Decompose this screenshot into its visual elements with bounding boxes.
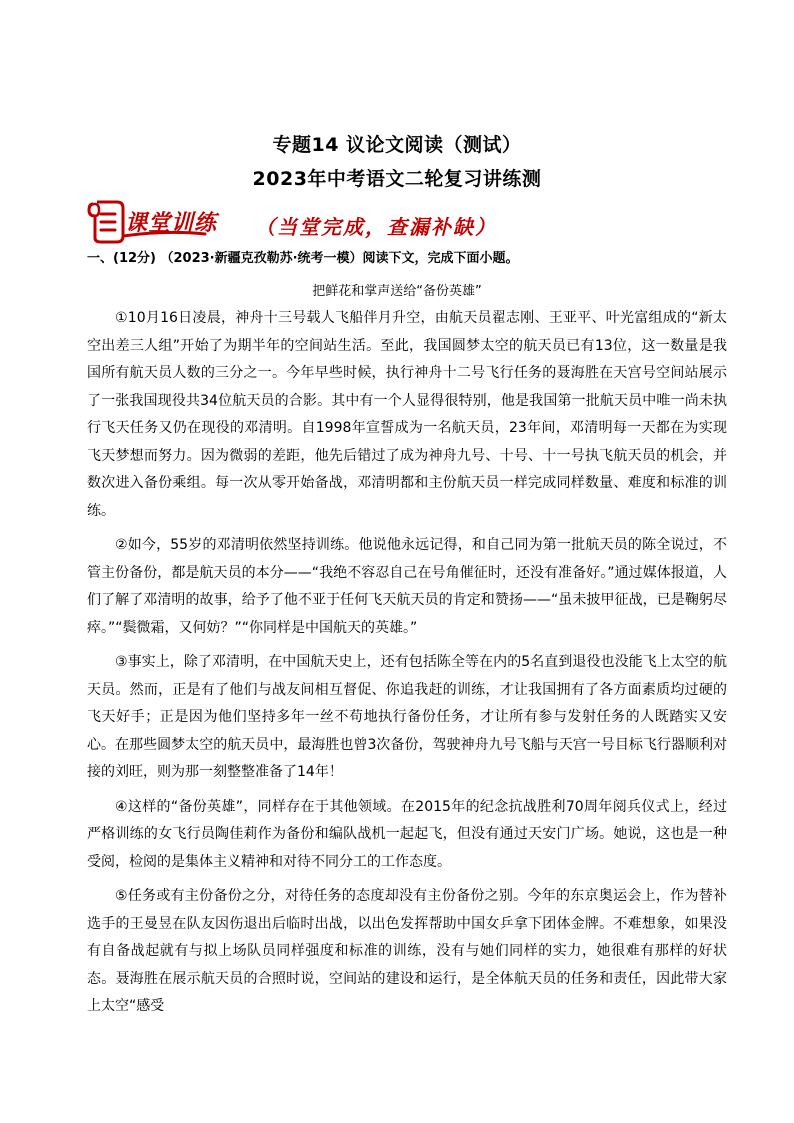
paragraph-3: ③事实上，除了邓清明，在中国航天史上，还有包括陈全等在内的5名直到退役也没能飞上太空的航天员。然而，正是有了他们与战友间相互督促、你追我赶的训练，才让我国拥有了各方面素质均过硬的飞天好手；正是因为他们坚持多年一丝不苟地执行备份任务，才让所有参与发射任务的人既踏实又安心。在那些圆梦太空的航天员中，最海胜也曾3次备份，驾驶神舟九号飞船与天宫一号目标飞行器顺利对接的刘旺，则为那一刻整整准备了14年！ [87, 654, 727, 780]
paragraph-2: ②如今，55岁的邓清明依然坚持训练。他说他永远记得，和自己同为第一批航天员的陈全说过，不管主份备份，都是航天员的本分——“我绝不容忍自己在号角催征时，还没有准备好。”通过媒体报道，人们了解了邓清明的故事，给予了他不亚于任何飞天航天员的肯定和赞扬——“虽未披甲征战，已是鞠躬尽瘁。”“鬓微霜，又何妨？”“你同样是中国航天的英雄。” [87, 537, 727, 636]
paragraph-4: ④这样的“备份英雄”，同样存在于其他领域。在2015年的纪念抗战胜利70周年阅兵仪式上，经过严格训练的女飞行员陶佳莉作为备份和编队战机一起起飞，但没有通过天安门广场。她说，这也是一种受阅，检阅的是集体主义精神和对待不同分工的工作态度。 [87, 798, 727, 870]
paragraph-1: ①10月16日凌晨，神舟十三号载人飞船伴月升空，由航天员翟志刚、王亚平、叶光富组成的“新太空出差三人组”开始了为期半年的空间站生活。至此，我国圆梦太空的航天员已有13位，这一数量是我国所有航天员人数的三分之一。今年早些时候，执行神舟十二号飞行任务的聂海胜在天宫号空间站展示了一张我国现役共34位航天员的合影。其中有一个人显得很特别，他是我国第一批航天员中唯一尚未执行飞天任务又仍在现役的邓清明。自1998年宣誓成为一名航天员，23年间，邓清明每一天都在为实现飞天梦想而努力。因为微弱的差距，他先后错过了成为神舟九号、十号、十一号执飞航天员的机会，并数次进入备份乘组。每一次从零开始备战，邓清明都和主份航天员一样完成同样数量、难度和标准的训练。 [87, 310, 727, 519]
article-title: 把鲜花和掌声送给“备份英雄” [312, 284, 482, 299]
article-body [87, 305, 727, 1028]
banner-subtitle: （当堂完成，查漏补缺） [255, 215, 497, 239]
paragraph-5: ⑤任务或有主份备份之分，对待任务的态度却没有主份备份之别。今年的东京奥运会上，作为替补选手的王曼昱在队友因伤退出后临时出战，以出色发挥帮助中国女乒拿下团体金牌。不难想象，如果没有自备战起就有与拟上场队员同样强度和标准的训练，没有与她们同样的实力，她很难有那样的好状态。聂海胜在展示航天员的合照时说，空间站的建设和运行，是全体航天员的任务和责任，因此带大家上太空“感受 [87, 888, 727, 1014]
banner-label: 课堂训练 [125, 211, 218, 236]
document-title: 专题14 议论文阅读（测试） [272, 134, 522, 156]
question-heading: 一、(12分) （2023·新疆克孜勒苏·统考一模）阅读下文，完成下面小题。 [87, 251, 519, 266]
document-subtitle: 2023年中考语文二轮复习讲练测 [252, 168, 542, 190]
